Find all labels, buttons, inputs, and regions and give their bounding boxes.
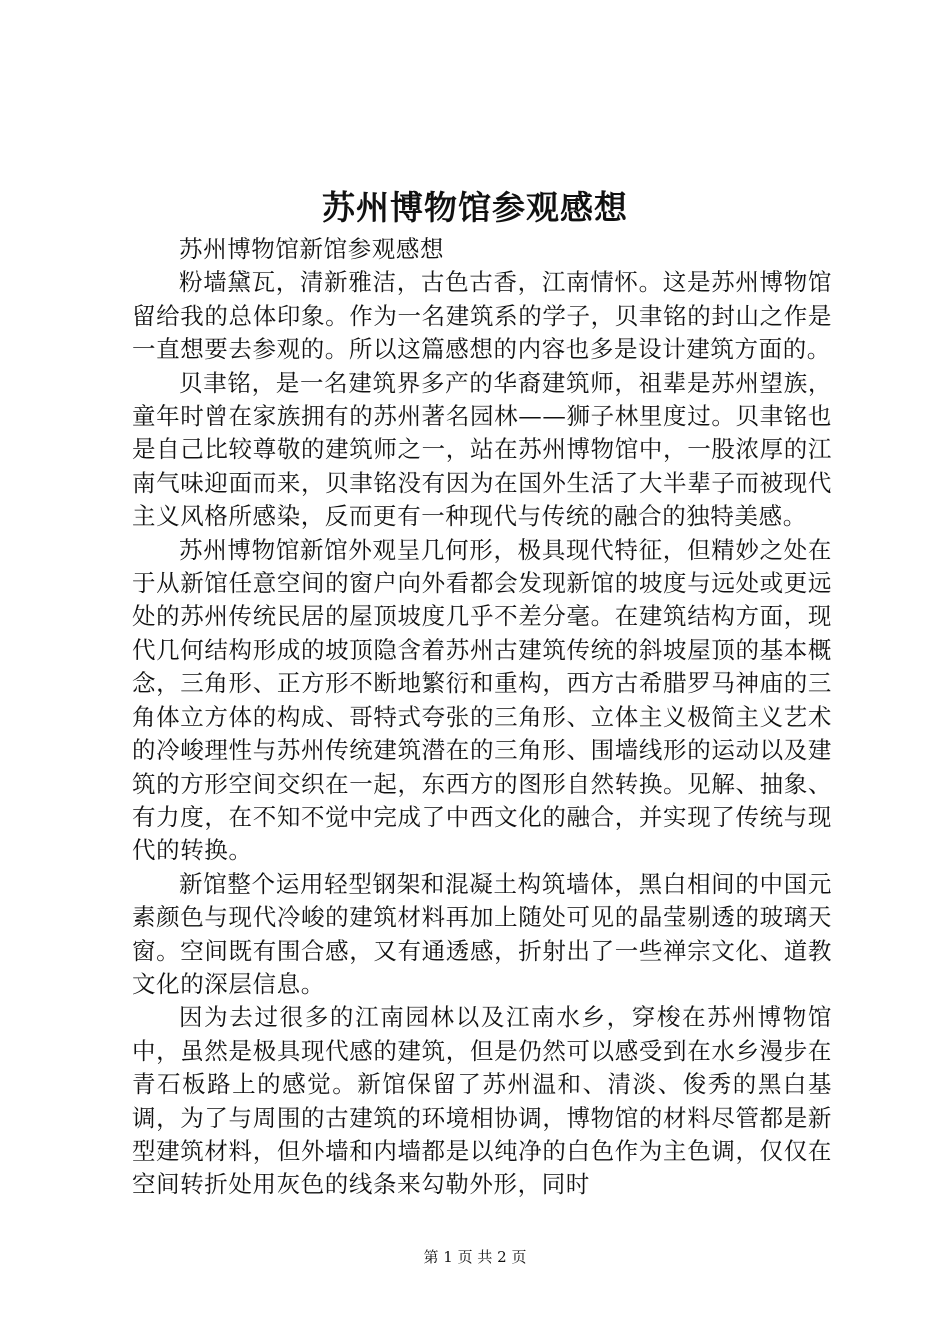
document-title: 苏州博物馆参观感想 [322,188,628,227]
subtitle-paragraph: 苏州博物馆新馆参观感想 [179,235,445,263]
body-paragraph: 新馆整个运用轻型钢架和混凝土构筑墙体，黑白相间的中国元素颜色与现代冷峻的建筑材料再加上随处可见的晶莹剔透的玻璃天窗。空间既有围合感，又有通透感，折射出了一些禅宗文化、道教文化的深层信息。 [132,869,832,998]
body-paragraph: 因为去过很多的江南园林以及江南水乡，穿梭在苏州博物馆中，虽然是极具现代感的建筑，但是仍然可以感受到在水乡漫步在青石板路上的感觉。新馆保留了苏州温和、清淡、俊秀的黑白基调，为了与周围的古建筑的环境相协调，博物馆的材料尽管都是新型建筑材料，但外墙和内墙都是以纯净的白色作为主色调，仅仅在空间转折处用灰色的线条来勾勒外形，同时 [132,1003,832,1199]
body-paragraph: 苏州博物馆新馆外观呈几何形，极具现代特征，但精妙之处在于从新馆任意空间的窗户向外看都会发现新馆的坡度与远处或更远处的苏州传统民居的屋顶坡度几乎不差分毫。在建筑结构方面，现代几何结构形成的坡顶隐含着苏州古建筑传统的斜坡屋顶的基本概念，三角形、正方形不断地繁衍和重构，西方古希腊罗马神庙的三角体立方体的构成、哥特式夸张的三角形、立体主义极简主义艺术的冷峻理性与苏州传统建筑潜在的三角形、围墙线形的运动以及建筑的方形空间交织在一起，东西方的图形自然转换。见解、抽象、有力度，在不知不觉中完成了中西文化的融合，并实现了传统与现代的转换。 [132,535,832,865]
document-body [132,233,832,1202]
body-paragraph: 粉墙黛瓦，清新雅洁，古色古香，江南情怀。这是苏州博物馆留给我的总体印象。作为一名建筑系的学子，贝聿铭的封山之作是一直想要去参观的。所以这篇感想的内容也多是设计建筑方面的。 [132,268,832,364]
body-paragraph: 贝聿铭，是一名建筑界多产的华裔建筑师，祖辈是苏州望族，童年时曾在家族拥有的苏州著名园林——狮子林里度过。贝聿铭也是自己比较尊敬的建筑师之一，站在苏州博物馆中，一股浓厚的江南气味迎面而来，贝聿铭没有因为在国外生活了大半辈子而被现代主义风格所感染，反而更有一种现代与传统的融合的独特美感。 [132,368,832,531]
page-footer: 第 1 页 共 2 页 [423,1248,527,1266]
